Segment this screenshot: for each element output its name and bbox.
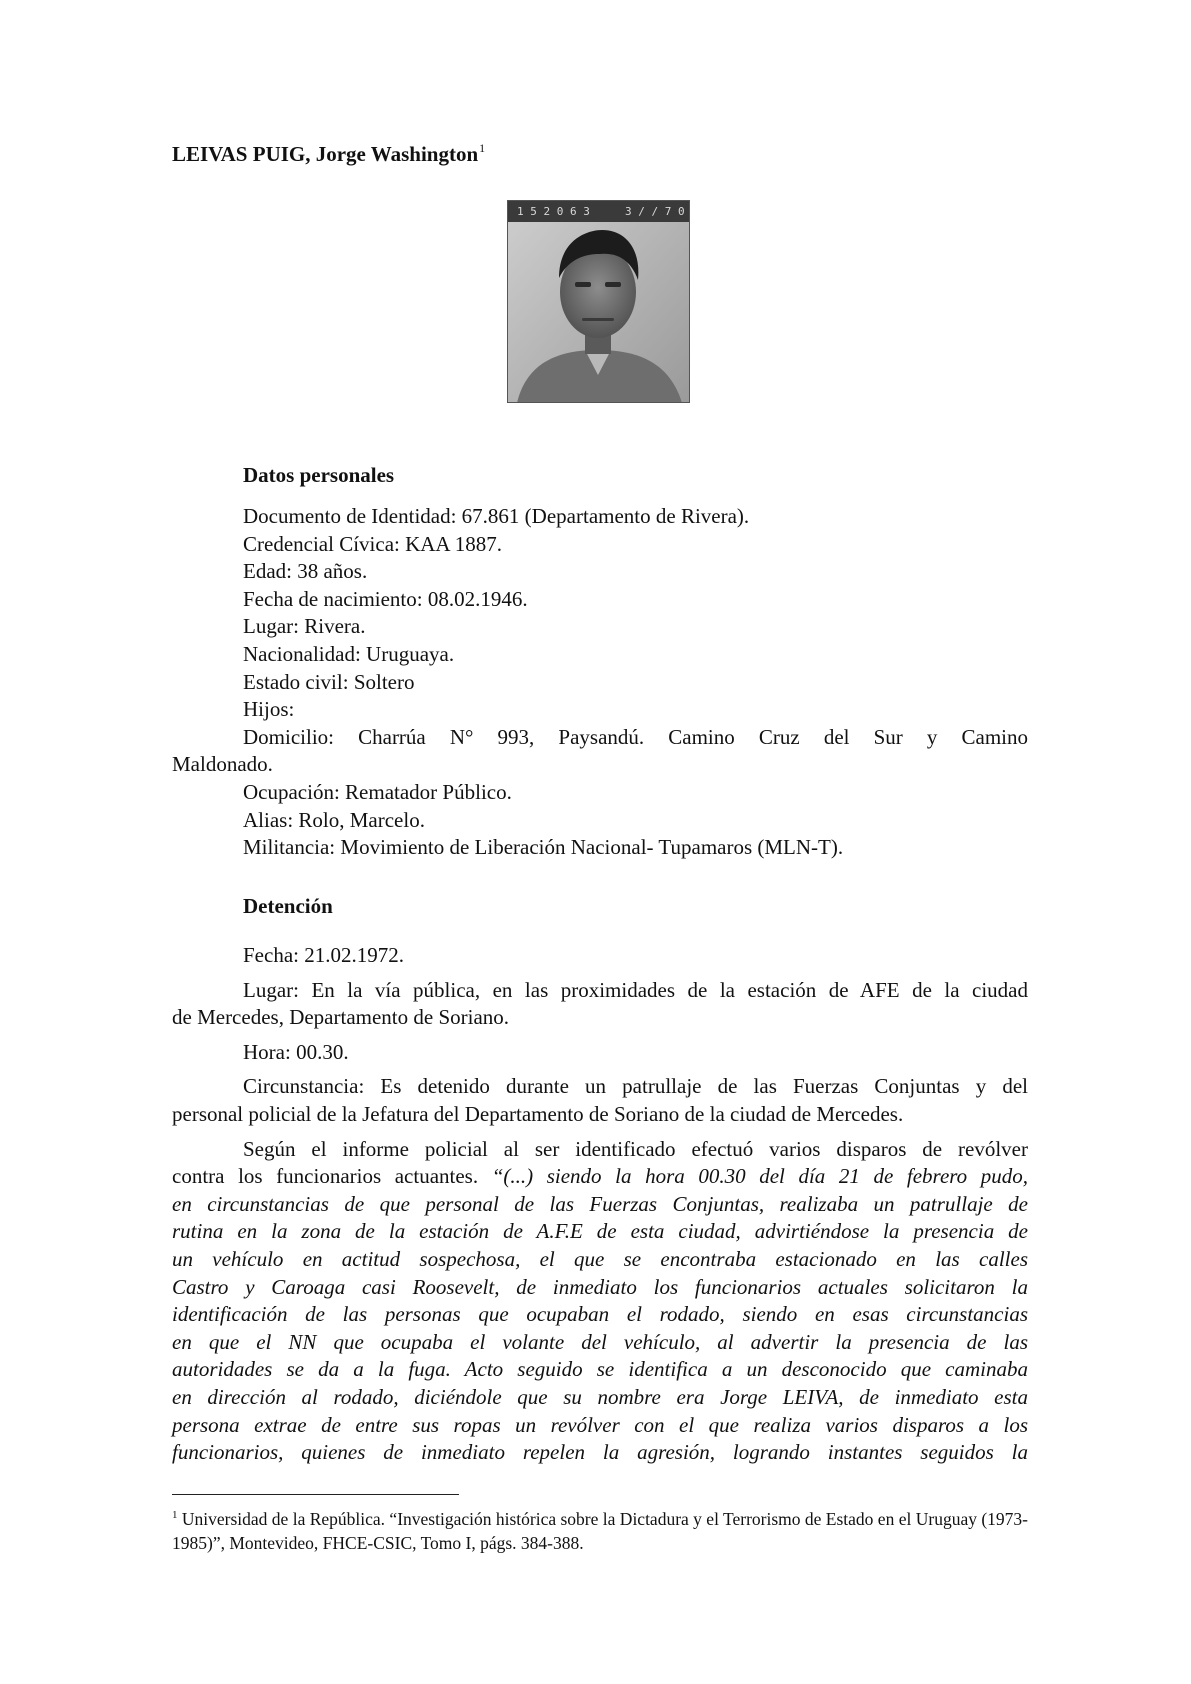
personal-data-section — [172, 503, 1028, 862]
footnote-divider — [172, 1494, 459, 1495]
personal-line: Fecha de nacimiento: 08.02.1946. — [243, 586, 528, 611]
quote-line: autoridades se da a la fuga. Acto seguido se identifica a un desconocido que caminaba — [172, 1357, 1028, 1382]
footnote-mark: 1 — [172, 1509, 178, 1521]
detention-circumstance-continuation: personal policial de la Jefatura del Departamento de Soriano de la ciudad de Mercedes. — [172, 1101, 904, 1126]
quote-line: rutina en la zona de la estación de A.F.E de esta ciudad, advirtiéndose la presencia de — [172, 1219, 1028, 1244]
quote-start: “(...) siendo la hora 00.30 del día 21 de febrero pudo, — [491, 1164, 1029, 1189]
domicilio-line: Domicilio: Charrúa N° 993, Paysandú. Camino Cruz del Sur y Camino — [243, 724, 1028, 749]
quote-line: un vehículo en actitud sospechosa, el que se encontraba estacionado en las calles — [172, 1246, 1028, 1271]
personal-line: Estado civil: Soltero — [243, 669, 415, 694]
mugshot-photo — [507, 200, 690, 403]
personal-line: Nacionalidad: Uruguaya. — [243, 641, 455, 666]
quote-line: identificación de las personas que ocupaban el rodado, siendo en esas circunstancias — [172, 1302, 1028, 1327]
quote-line: Castro y Caroaga casi Roosevelt, de inmediato los funcionarios actuales solicitaron la — [172, 1274, 1028, 1299]
detention-time: Hora: 00.30. — [243, 1039, 349, 1064]
quote-line: persona extrae de entre sus ropas un revólver con el que realiza varios disparos a los — [172, 1412, 1028, 1437]
detention-date: Fecha: 21.02.1972. — [243, 943, 404, 967]
personal-line: Ocupación: Rematador Público. — [243, 779, 512, 804]
quote-line: en dirección al rodado, diciéndole que su nombre era Jorge LEIVA, de inmediato esta — [172, 1384, 1028, 1409]
detention-heading: Detención — [243, 894, 333, 918]
personal-line: Alias: Rolo, Marcelo. — [243, 807, 425, 832]
footnote — [172, 1503, 1028, 1555]
domicilio-continuation: Maldonado. — [172, 752, 273, 777]
document-title — [172, 141, 485, 167]
quote-line: funcionarios, quienes de inmediato repelen la agresión, logrando instantes seguidos la — [172, 1440, 1028, 1465]
title-footnote-mark: 1 — [479, 141, 486, 155]
detention-place: Lugar: En la vía pública, en las proximidades de la estación de AFE de la ciudad — [243, 977, 1028, 1002]
personal-line: Militancia: Movimiento de Liberación Nacional- Tupamaros (MLN-T). — [243, 835, 844, 860]
personal-line: Hijos: — [243, 697, 295, 722]
title-text: LEIVAS PUIG, Jorge Washington — [172, 142, 479, 166]
quote-line: en que el NN que ocupaba el volante del vehículo, al advertir la presencia de las — [172, 1329, 1028, 1354]
personal-line: Credencial Cívica: KAA 1887. — [243, 531, 502, 556]
police-report-intro: Según el informe policial al ser identificado efectuó varios disparos de revólver — [243, 1136, 1028, 1161]
photo-stamp-right: 3 / / 7 0 — [625, 205, 685, 218]
personal-line: Lugar: Rivera. — [243, 614, 366, 639]
photo-stamp-left: 1 5 2 0 6 3 — [517, 205, 590, 218]
quote-line: en circunstancias de que personal de las Fuerzas Conjuntas, realizaba un patrullaje de — [172, 1191, 1028, 1216]
detention-place-continuation: de Mercedes, Departamento de Soriano. — [172, 1005, 510, 1030]
police-report-line — [172, 1163, 1028, 1191]
police-report-text: contra los funcionarios actuantes. — [172, 1164, 479, 1189]
detention-circumstance: Circunstancia: Es detenido durante un patrullaje de las Fuerzas Conjuntas y del — [243, 1074, 1028, 1099]
detention-section — [172, 942, 1028, 1467]
footnote-text: Universidad de la República. “Investigación histórica sobre la Dictadura y el Terrorismo de Estado en el Uruguay (1973-1985)”, Montevideo, FHCE-CSIC, Tomo I, págs. 384-388. — [172, 1509, 1028, 1553]
personal-data-heading: Datos personales — [243, 463, 395, 487]
personal-line: Documento de Identidad: 67.861 (Departamento de Rivera). — [243, 504, 750, 528]
personal-line: Edad: 38 años. — [243, 559, 368, 584]
